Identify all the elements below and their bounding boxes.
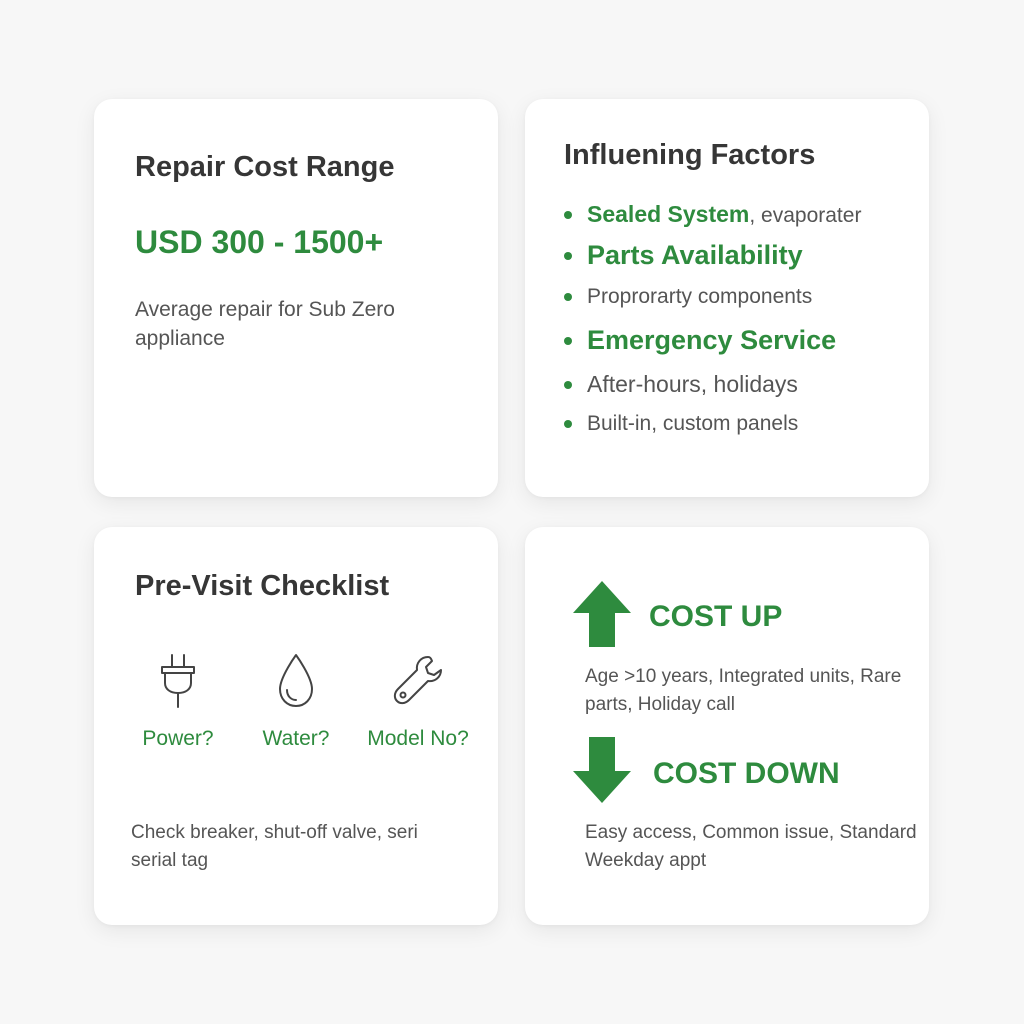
factor-item [564, 412, 798, 436]
factor-strong-text: Emergency Service [587, 325, 837, 355]
checklist-item-water [236, 651, 356, 751]
checklist-label: Model No? [367, 727, 469, 750]
wrench-icon [388, 651, 448, 711]
cost-down-label: COST DOWN [653, 757, 840, 790]
checklist-label: Water? [262, 727, 330, 750]
factor-item [564, 371, 798, 398]
checklist-title: Pre-Visit Checklist [135, 570, 390, 602]
factor-strong-text: Sealed System [587, 201, 750, 227]
bullet-icon [564, 381, 572, 389]
cost-up-label: COST UP [649, 600, 783, 633]
influencing-factors-title: Influening Factors [564, 139, 816, 171]
water-drop-icon [274, 651, 318, 711]
checklist-note: Check breaker, shut-off valve, seri serial tag [131, 822, 418, 871]
bullet-icon [564, 252, 572, 260]
cost-down-description: Easy access, Common issue, Standard Weekday appt [585, 822, 917, 871]
repair-cost-description: Average repair for Sub Zero appliance [135, 298, 395, 350]
factor-text: Built-in, custom panels [587, 412, 799, 435]
factor-item [564, 325, 836, 356]
checklist-item-model [358, 651, 478, 751]
factor-item [564, 240, 803, 271]
influencing-factors-card [525, 99, 929, 497]
factor-item [564, 285, 812, 309]
bullet-icon [564, 211, 572, 219]
cost-up-description: Age >10 years, Integrated units, Rare parts, Holiday call [585, 666, 902, 715]
bullet-icon [564, 293, 572, 301]
pre-visit-checklist-card [94, 527, 498, 925]
cost-direction-card [525, 527, 929, 925]
factor-text: Proprorarty components [587, 285, 813, 308]
factor-text: , evaporater [749, 204, 862, 227]
repair-cost-range: USD 300 - 1500+ [135, 224, 384, 260]
bullet-icon [564, 420, 572, 428]
checklist-item-power [118, 651, 238, 751]
repair-cost-title: Repair Cost Range [135, 151, 395, 183]
arrow-up-icon [571, 579, 633, 649]
plug-icon [156, 651, 200, 711]
factor-strong-text: Parts Availability [587, 240, 803, 270]
checklist-label: Power? [142, 727, 214, 750]
factor-text: After-hours, holidays [587, 371, 798, 397]
factor-item [564, 201, 861, 228]
bullet-icon [564, 337, 572, 345]
repair-cost-card [94, 99, 498, 497]
arrow-down-icon [571, 735, 633, 805]
